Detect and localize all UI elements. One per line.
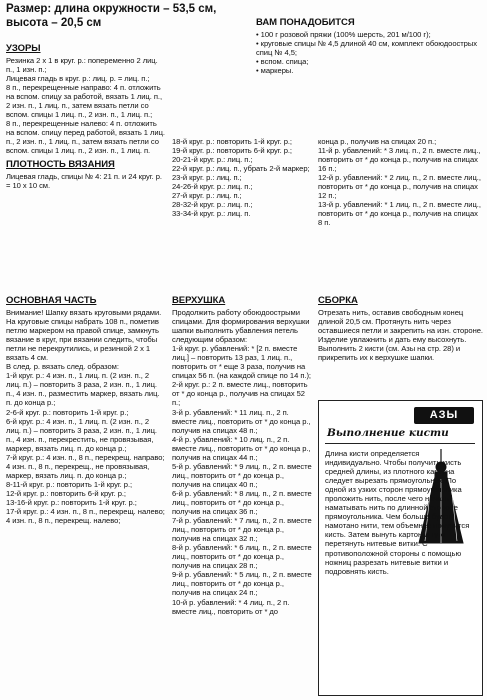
material-item: • вспом. спица;	[256, 57, 309, 67]
size-title-line2: высота – 20,5 см	[6, 17, 102, 29]
tassel-tip-box	[318, 400, 483, 696]
tassel-box-text: Длина кисти определяется индивидуально. Чтобы получить кисть средней длины, из плотного картона следует вырезать прямоугольник. По одной из узких сторон прямоугольника проложить нить, после чего начать наматывать нить по длинной стороне прямоугольника. Чем больше будет намотано нити, тем объемнее получится кисть. Затем вынуть картон и туго перетянуть нитевые витки. С противоположной стороны с помощью ножниц разрезать нитевые витки и подровнять кисть.	[325, 449, 470, 576]
size-title-line1: Размер: длина окружности – 53,5 см,	[6, 3, 217, 15]
top-line: 10-й р. убавлений: * 4 лиц. п., 2 п. вместе лиц., повторить от * до	[172, 597, 290, 616]
material-item: • 100 г розовой пряжи (100% шерсть, 201 м/100 г);	[256, 30, 431, 39]
row-line: 24-26-й круг. р.: лиц. п.;	[172, 182, 253, 192]
main-line: На круговые спицы набрать 108 п., пометив петлю маркером на правой спице, замкнуть вязание в круг, при вязании следить, чтобы петли не перекрутились, и резинкой 2 х 1 вязать 4 см.	[6, 317, 159, 363]
main-line: 17-й круг. р.: 4 изн. п., 8 п., перекрещ. налево; 4 изн. п., 8 п., перекрещ. налево;	[6, 507, 165, 526]
row-line: 12-й р. убавлений: * 2 лиц. п., 2 п. вместе лиц., повторить от * до конца р., получив на спицах 12 п.;	[318, 173, 481, 201]
pattern-line: Лицевая гладь в круг. р.: лиц. р. = лиц. п.;	[6, 74, 150, 84]
assembly-section	[318, 292, 483, 362]
main-line: Внимание! Шапку вязать круговыми рядами.	[6, 308, 162, 317]
basics-badge: АЗЫ	[414, 407, 474, 424]
main-line: 7-й круг. р.: 4 изн. п., 8 п., перекрещ. направо; 4 изн. п., 8 п., перекрещ., не провязывая, маркер, вязать лиц. п. до конца р.;	[6, 452, 165, 480]
gauge-text: Лицевая гладь, спицы № 4: 21 п. и 24 круг. р. = 10 х 10 см.	[6, 171, 162, 190]
main-line: 13-16-й круг. р.: повторить 1-й круг. р.;	[6, 497, 137, 507]
assembly-text: Отрезать нить, оставив свободным конец длиной 20,5 см. Протянуть нить через оставшиеся петли и закрепить на изн. стороне. Изделие увлажнить и дать ему высохнуть. Выполнить 2 кисти (см. Азы на стр. 28) и прикрепить их к верхушке шапки.	[318, 308, 483, 363]
top-line: 7-й р. убавлений: * 7 лиц. п., 2 п. вместе лиц., повторить от * до конца р., получив на спицах 32 п.;	[172, 516, 312, 544]
row-line: 11-й р. убавлений: * 3 лиц. п., 2 п. вместе лиц., повторить от * до конца р., получив на спицах 16 п.;	[318, 146, 481, 174]
main-line: 12-й круг. р.: повторить 6-й круг. р.;	[6, 488, 126, 498]
pattern-line: 8 п., перекрещенные налево: 4 п. отложить на вспом. спицу перед работой, вязать 1 лиц. п., 2 изн. п., 1 лиц. п., затем вязать петли со вспом. спицы 1 лиц. п., 2 изн. п., 1 лиц. п.	[6, 119, 165, 156]
decrease-rows-continued	[318, 137, 483, 227]
patterns-heading: УЗОРЫ	[6, 43, 41, 54]
materials-heading: ВАМ ПОНАДОБИТСЯ	[256, 17, 355, 28]
top-line: 1-й круг. р. убавлений: * [2 п. вместе лиц.] – повторить 13 раз, 1 лиц. п., повторить от * еще 3 раза, получив на спицах 56 п. (на каждой спице по 14 п.);	[172, 344, 311, 381]
top-line: 5-й р. убавлений: * 9 лиц. п., 2 п. вместе лиц., повторить от * до конца р., получив на спицах 40 п.;	[172, 461, 312, 489]
row-line: 20-21-й круг. р.: лиц. п.;	[172, 155, 253, 165]
size-title	[6, 2, 256, 30]
row-line: 22-й круг. р.: лиц. п., убрать 2-й маркер;	[172, 164, 310, 174]
row-line: 27-й круг. р.: лиц. п.;	[172, 191, 242, 201]
main-line: 6-й круг. р.: 4 изн. п., 1 лиц. п. (2 изн. п., 2 лиц. п.) – повторить 3 раза, 2 изн. п., 1 лиц. п., 4 изн. п., перекрестить, не провязывая, маркер, вязать лиц. п. до конца р.;	[6, 416, 157, 453]
main-line: 8-11-й круг. р.: повторить 1-й круг. р.;	[6, 479, 133, 489]
main-line: 1-й круг. р.: 4 изн. п., 1 лиц. п. (2 изн. п., 2 лиц. п.) – повторить 3 раза, 2 изн. п., 1 лиц. п., 4 изн. п., разместить маркер, вязать лиц. п. до конца р.;	[6, 371, 160, 408]
row-line: 18-й круг. р.: повторить 1-й круг. р.;	[172, 137, 292, 146]
pattern-line: 8 п., перекрещенные направо: 4 п. отложить на вспом. спицу за работой, вязать 1 лиц. п.,	[6, 83, 162, 102]
top-line: 2-й круг. р.: 2 п. вместе лиц., повторить от * до конца р., получив на спицах 52 п.;	[172, 380, 308, 408]
row-line: 19-й круг. р.: повторить 6-й круг. р.;	[172, 146, 292, 156]
materials-section	[256, 14, 482, 75]
top-heading: ВЕРХУШКА	[172, 295, 226, 306]
assembly-heading: СБОРКА	[318, 295, 358, 306]
row-line: конца р., получив на спицах 20 п.;	[318, 137, 437, 146]
main-line: В след. р. вязать след. образом:	[6, 362, 119, 372]
material-item: • маркеры.	[256, 66, 294, 76]
top-line: Продолжить работу обоюдоострыми спицами. Для формирования верхушки шапки выполнить убавления петель следующим образом:	[172, 308, 310, 345]
top-line: 9-й р. убавлений: * 5 лиц. п., 2 п. вместе лиц., повторить от * до конца р., получив на спицах 24 п.;	[172, 570, 312, 598]
main-part-section	[6, 292, 166, 525]
material-item: • круговые спицы № 4,5 длиной 40 см, комплект обоюдоострых спиц № 4,5;	[256, 39, 478, 58]
top-line: 3-й р. убавлений: * 11 лиц. п., 2 п. вместе лиц., повторить от * до конца р., получив на спицах 48 п.;	[172, 407, 311, 435]
patterns-section	[6, 40, 166, 190]
gauge-heading: ПЛОТНОСТЬ ВЯЗАНИЯ	[6, 158, 115, 170]
top-line: 4-й р. убавлений: * 10 лиц. п., 2 п. вместе лиц., повторить от * до конца р., получив на спицах 44 п.;	[172, 434, 311, 462]
top-section	[172, 292, 312, 616]
pattern-line: Резинка 2 х 1 в круг. р.: попеременно 2 лиц. п., 1 изн. п.;	[6, 56, 158, 75]
box-divider	[325, 443, 475, 444]
row-line: 33-34-й круг. р.: лиц. п.	[172, 209, 251, 219]
main-heading: ОСНОВНАЯ ЧАСТЬ	[6, 295, 97, 306]
rows-continued	[172, 137, 312, 218]
row-line: 28-32-й круг. р.: лиц. п.;	[172, 200, 253, 210]
top-line: 6-й р. убавлений: * 8 лиц. п., 2 п. вместе лиц., повторить от * до конца р., получив на спицах 36 п.;	[172, 488, 312, 517]
tassel-box-title: Выполнение кисти	[327, 427, 449, 439]
main-line: 2-6-й круг. р.: повторить 1-й круг. р.;	[6, 407, 129, 417]
row-line: 13-й р. убавлений: * 1 лиц. п., 2 п. вместе лиц., повторить от * до конца р., получив на спицах 8 п.	[318, 200, 481, 228]
top-line: 8-й р. убавлений: * 6 лиц. п., 2 п. вместе лиц., повторить от * до конца р., получив на спицах 28 п.;	[172, 543, 312, 571]
pattern-line: 2 изн. п., 1 лиц. п., затем вязать петли со вспом. спицы 1 лиц. п., 2 изн. п., 1 лиц. п.;	[6, 101, 153, 120]
row-line: 23-й круг. р.: лиц. п.;	[172, 173, 242, 183]
